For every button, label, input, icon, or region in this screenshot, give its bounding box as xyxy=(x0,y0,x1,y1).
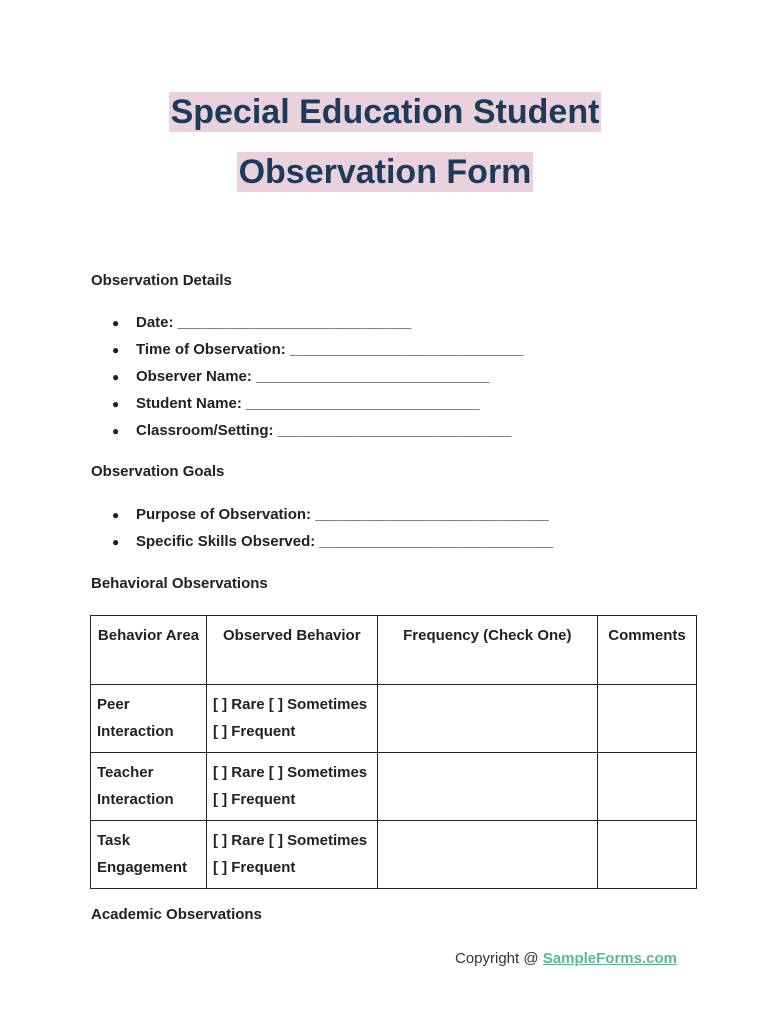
observation-goals-list xyxy=(112,501,553,555)
document-title xyxy=(0,92,770,192)
frequency-options-line-2: [ ] Frequent xyxy=(212,859,296,876)
frequency-options-line-2: [ ] Frequent xyxy=(212,723,296,740)
table-header-row xyxy=(91,616,697,685)
list-item: ● Date: ____________________________ xyxy=(112,309,524,336)
observation-details-list xyxy=(112,309,524,444)
comments-cell xyxy=(598,685,697,753)
comments-cell xyxy=(598,821,697,889)
observed-behavior-cell xyxy=(206,821,377,889)
observation-details-heading: Observation Details xyxy=(91,272,232,289)
observation-goals-heading: Observation Goals xyxy=(91,463,225,480)
frequency-cell xyxy=(377,821,597,889)
observed-behavior-cell xyxy=(206,685,377,753)
list-item: ● Classroom/Setting: ____________________________ xyxy=(112,417,524,444)
behavioral-observations-heading: Behavioral Observations xyxy=(91,575,268,592)
frequency-cell xyxy=(377,753,597,821)
copyright-footer xyxy=(455,950,677,967)
header-observed-behavior: Observed Behavior xyxy=(206,616,377,685)
comments-cell xyxy=(598,753,697,821)
bullet-icon: ● xyxy=(112,316,120,330)
list-item: ● Student Name: ____________________________ xyxy=(112,390,524,417)
header-comments: Comments xyxy=(598,616,697,685)
title-line-1: Special Education Student xyxy=(170,93,600,131)
frequency-options-line-1: [ ] Rare [ ] Sometimes xyxy=(212,832,368,849)
bullet-icon: ● xyxy=(112,424,120,438)
header-frequency: Frequency (Check One) xyxy=(377,616,597,685)
frequency-cell xyxy=(377,685,597,753)
list-item: ● Specific Skills Observed: ____________________________ xyxy=(112,528,553,555)
list-item: ● Purpose of Observation: ____________________________ xyxy=(112,501,553,528)
copyright-prefix: Copyright @ xyxy=(455,950,543,967)
behavior-table xyxy=(90,615,697,889)
academic-observations-heading: Academic Observations xyxy=(91,906,262,923)
table-row xyxy=(91,685,697,753)
header-behavior-area: Behavior Area xyxy=(91,616,207,685)
bullet-icon: ● xyxy=(112,343,120,357)
frequency-options-line-1: [ ] Rare [ ] Sometimes xyxy=(212,696,368,713)
brand-link[interactable]: SampleForms.com xyxy=(542,950,677,967)
frequency-options-line-1: [ ] Rare [ ] Sometimes xyxy=(212,764,368,781)
bullet-icon: ● xyxy=(112,397,120,411)
behavior-area-cell: Teacher Interaction xyxy=(91,753,207,821)
list-item: ● Observer Name: ____________________________ xyxy=(112,363,524,390)
table-row xyxy=(91,753,697,821)
observed-behavior-cell xyxy=(206,753,377,821)
behavior-area-cell: Peer Interaction xyxy=(91,685,207,753)
table-row xyxy=(91,821,697,889)
behavior-area-cell: Task Engagement xyxy=(91,821,207,889)
bullet-icon: ● xyxy=(112,370,120,384)
bullet-icon: ● xyxy=(112,535,120,549)
list-item: ● Time of Observation: ____________________________ xyxy=(112,336,524,363)
frequency-options-line-2: [ ] Frequent xyxy=(212,791,296,808)
bullet-icon: ● xyxy=(112,508,120,522)
title-line-2: Observation Form xyxy=(238,153,532,191)
